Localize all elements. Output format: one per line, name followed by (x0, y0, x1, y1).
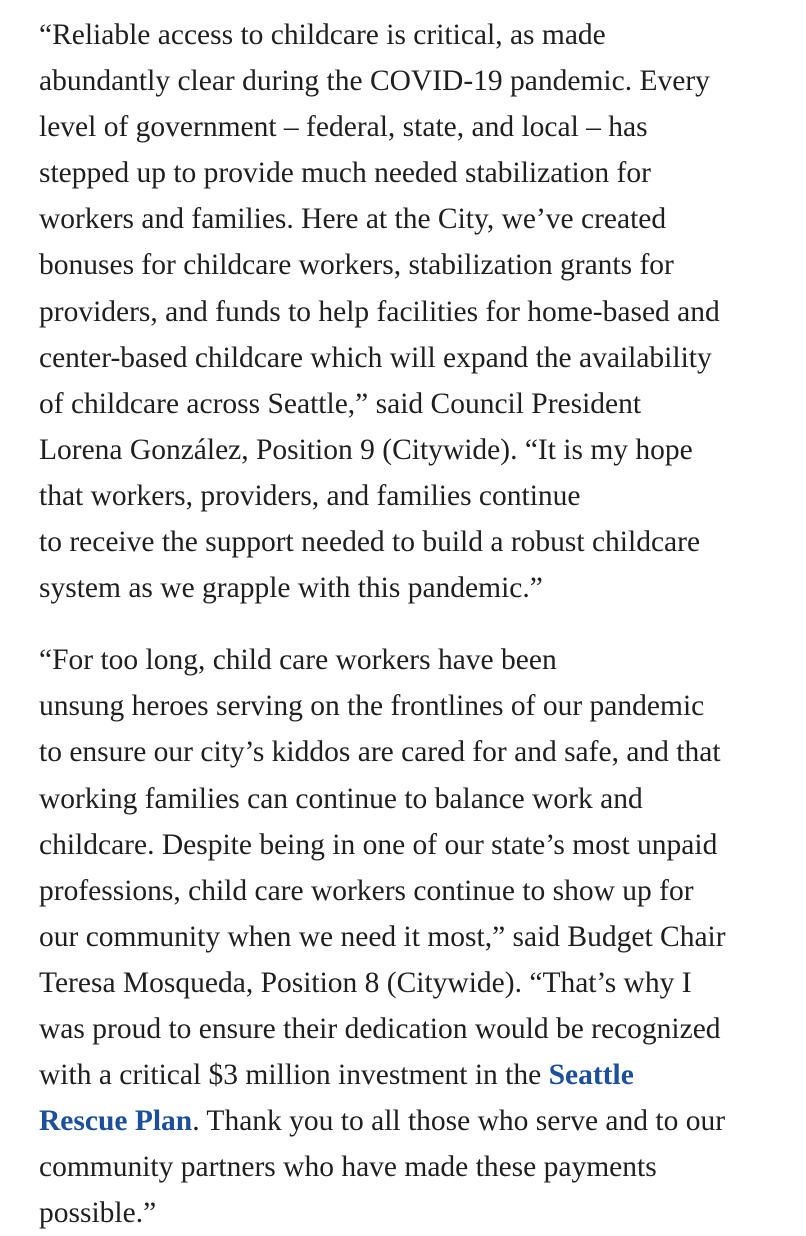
text-segment: level of government – federal, state, and local – has (39, 111, 648, 144)
article-body (39, 12, 779, 1236)
seattle-rescue-plan-link[interactable]: Rescue Plan (39, 1105, 193, 1138)
text-line (39, 1052, 779, 1098)
quote-paragraph (39, 12, 779, 611)
text-line (39, 519, 779, 565)
text-line (39, 12, 779, 58)
text-segment: working families can continue to balance work and (39, 782, 643, 815)
text-line (39, 914, 779, 960)
text-segment: system as we grapple with this pandemic.” (39, 572, 543, 605)
text-segment: possible.” (39, 1197, 157, 1230)
text-segment: that workers, providers, and families continue (39, 479, 581, 512)
text-segment: to ensure our city’s kiddos are cared for and safe, and that (39, 736, 721, 769)
text-segment: stepped up to provide much needed stabilization for (39, 157, 651, 190)
text-line (39, 960, 779, 1006)
text-line (39, 242, 779, 288)
text-segment: bonuses for childcare workers, stabilization grants for (39, 249, 674, 282)
text-line (39, 196, 779, 242)
text-segment: unsung heroes serving on the frontlines of our pandemic (39, 690, 705, 723)
text-segment: to receive the support needed to build a robust childcare (39, 526, 701, 559)
text-line (39, 729, 779, 775)
text-segment: Lorena González, Position 9 (Citywide). “It is my hope (39, 433, 693, 466)
quote-paragraph (39, 637, 779, 1236)
text-segment: our community when we need it most,” said Budget Chair (39, 920, 726, 953)
text-segment: abundantly clear during the COVID-19 pandemic. Every (39, 65, 710, 98)
text-segment: was proud to ensure their dedication would be recognized (39, 1012, 721, 1045)
text-line (39, 58, 779, 104)
text-line (39, 150, 779, 196)
text-segment: providers, and funds to help facilities for home-based and (39, 295, 720, 328)
text-line (39, 381, 779, 427)
text-segment: of childcare across Seattle,” said Council President (39, 387, 642, 420)
text-line (39, 1190, 779, 1236)
text-line (39, 335, 779, 381)
text-segment: childcare. Despite being in one of our state’s most unpaid (39, 828, 718, 861)
text-line (39, 289, 779, 335)
text-segment: workers and families. Here at the City, we’ve created (39, 203, 667, 236)
text-segment: “Reliable access to childcare is critical, as made (39, 19, 606, 51)
text-line (39, 473, 779, 519)
text-line (39, 868, 779, 914)
text-line (39, 637, 779, 683)
text-segment: Teresa Mosqueda, Position 8 (Citywide). “That’s why I (39, 966, 692, 999)
text-line (39, 776, 779, 822)
text-line (39, 1006, 779, 1052)
text-line (39, 565, 779, 611)
text-line (39, 822, 779, 868)
text-segment: . Thank you to all those who serve and to our (192, 1105, 726, 1138)
text-line (39, 1098, 779, 1144)
text-segment: “For too long, child care workers have been (39, 644, 557, 677)
text-segment: with a critical $3 million investment in the (39, 1059, 549, 1092)
text-line (39, 1144, 779, 1190)
text-line (39, 683, 779, 729)
text-line (39, 104, 779, 150)
text-segment: professions, child care workers continue to show up for (39, 874, 694, 907)
text-segment: center-based childcare which will expand the availability (39, 341, 712, 374)
text-segment: community partners who have made these payments (39, 1151, 657, 1184)
text-line (39, 427, 779, 473)
seattle-rescue-plan-link[interactable]: Seattle (548, 1059, 634, 1092)
